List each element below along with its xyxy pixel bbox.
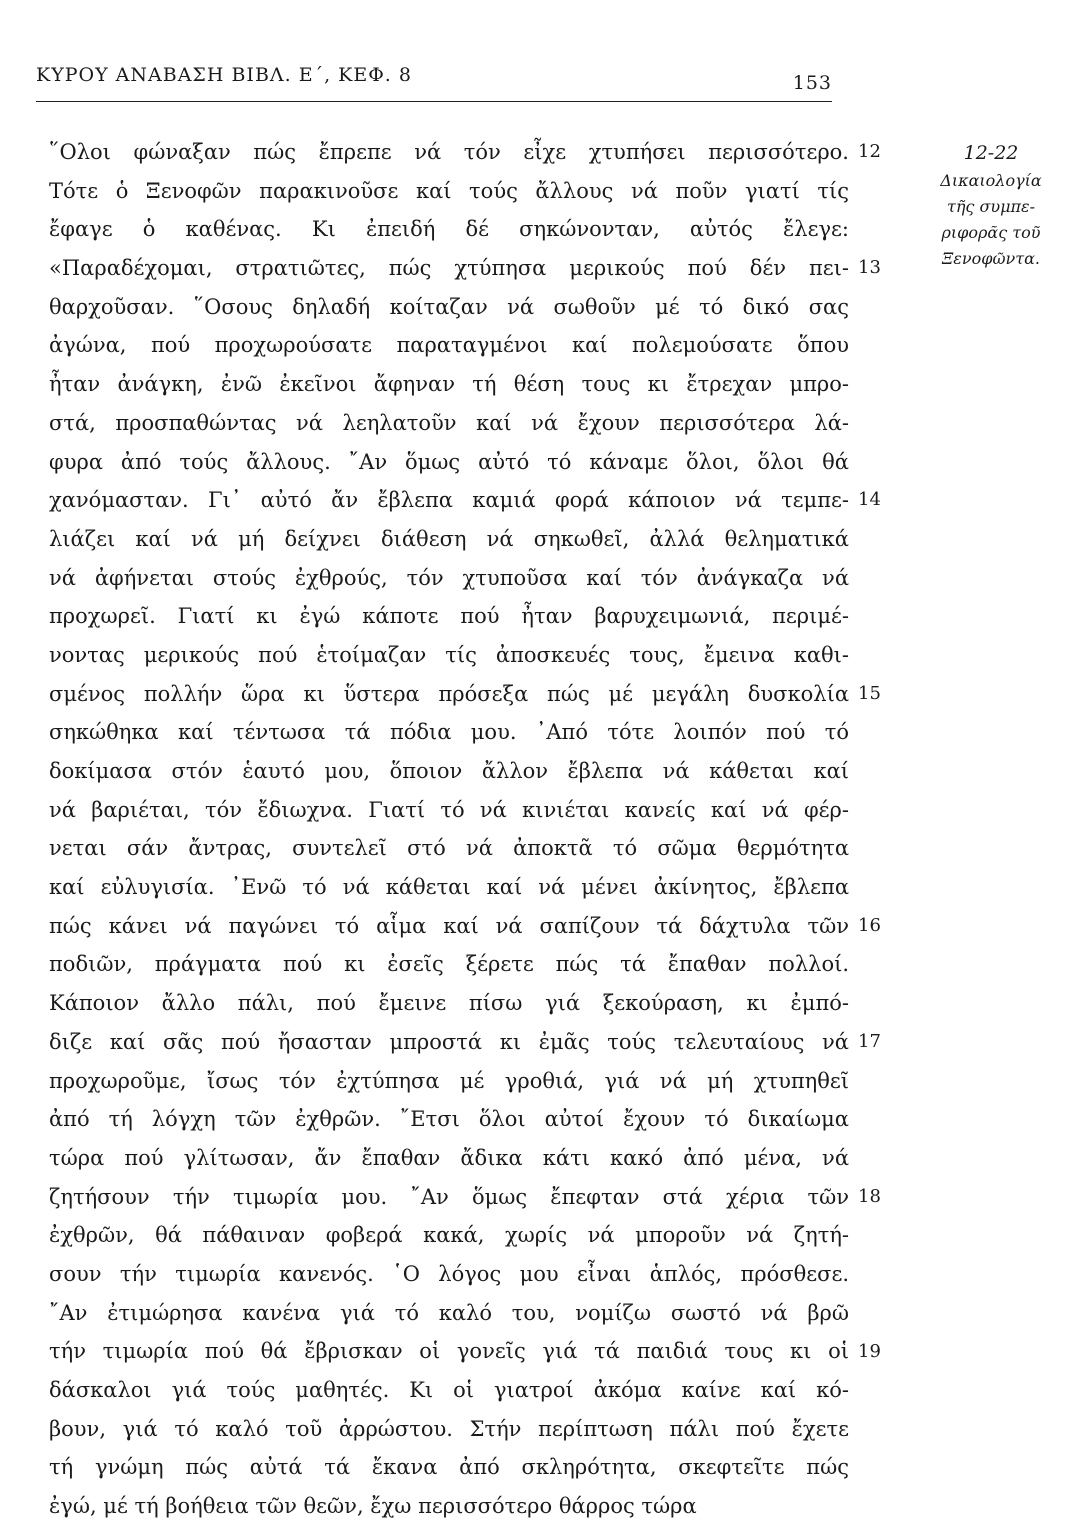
- margin-note-line: Δικαιολογία: [940, 171, 1042, 190]
- text-line: ζητήσουν τήν τιμωρία μου. ῎Αν ὅμως ἔπεφταν στά χέρια τῶν: [49, 1184, 849, 1209]
- text-line: νά ἀφήνεται στούς ἐχθρούς, τόν χτυποῦσα καί τόν ἀνάγκαζα νά: [49, 565, 849, 590]
- text-line: ῞Ολοι φώναξαν πώς ἔπρεπε νά τόν εἶχε χτυπήσει περισσότερο.: [49, 140, 849, 164]
- text-line: ἐγώ, μέ τή βοήθεια τῶν θεῶν, ἔχω περισσότερο θάρρος τώρα: [49, 1494, 697, 1519]
- text-line: Κάποιον ἄλλο πάλι, πού ἔμεινε πίσω γιά ξεκούραση, κι ἐμπό-: [49, 991, 849, 1016]
- text-line: ῎Αν ἐτιμώρησα κανένα γιά τό καλό του, νομίζω σωστό νά βρῶ: [49, 1300, 849, 1325]
- body-text: [49, 133, 849, 1526]
- section-number: 16: [858, 915, 881, 936]
- text-line: δοκίμασα στόν ἑαυτό μου, ὅποιον ἄλλον ἔβλεπα νά κάθεται καί: [49, 759, 849, 783]
- header-rule: [36, 101, 832, 102]
- margin-note: [906, 138, 1076, 272]
- running-head: [36, 64, 832, 94]
- margin-note-range: 12-22: [963, 142, 1019, 164]
- text-line: διζε καί σᾶς πού ἤσασταν μπροστά κι ἐμᾶς τούς τελευταίους νά: [49, 1029, 849, 1054]
- text-line: τήν τιμωρία πού θά ἔβρισκαν οἱ γονεῖς γιά τά παιδιά τους κι οἱ: [49, 1339, 849, 1364]
- text-line: νά βαριέται, τόν ἔδιωχνα. Γιατί τό νά κινιέται κανείς καί νά φέρ-: [49, 797, 849, 822]
- text-line: τή γνώμη πώς αὐτά τά ἔκανα ἀπό σκληρότητα, σκεφτεῖτε πώς: [49, 1455, 849, 1480]
- text-line: ἀπό τή λόγχη τῶν ἐχθρῶν. ῎Ετσι ὅλοι αὐτοί ἔχουν τό δικαίωμα: [49, 1107, 849, 1132]
- text-line: δάσκαλοι γιά τούς μαθητές. Κι οἱ γιατροί ἀκόμα καίνε καί κό-: [49, 1378, 849, 1402]
- text-line: φυρα ἀπό τούς ἄλλους. ῎Αν ὅμως αὐτό τό κάναμε ὅλοι, ὅλοι θά: [49, 449, 849, 474]
- section-number: 17: [858, 1031, 881, 1053]
- text-line: ἔφαγε ὁ καθένας. Κι ἐπειδή δέ σηκώνονταν, αὐτός ἔλεγε:: [49, 217, 849, 242]
- text-line: ποδιῶν, πράγματα πού κι ἐσεῖς ξέρετε πώς τά ἔπαθαν πολλοί.: [49, 952, 849, 977]
- section-number: 12: [858, 141, 881, 162]
- text-line: προχωροῦμε, ἴσως τόν ἐχτύπησα μέ γροθιά, γιά νά μή χτυπηθεῖ: [49, 1068, 849, 1093]
- text-line: πώς κάνει νά παγώνει τό αἷμα καί νά σαπίζουν τά δάχτυλα τῶν: [49, 913, 849, 938]
- section-number: 14: [858, 489, 881, 511]
- text-line: ἐχθρῶν, θά πάθαιναν φοβερά κακά, χωρίς νά μποροῦν νά ζητή-: [49, 1223, 849, 1248]
- text-line: τώρα πού γλίτωσαν, ἄν ἔπαθαν ἄδικα κάτι κακό ἀπό μένα, νά: [49, 1145, 849, 1170]
- margin-note-line: τῆς συμπε-: [946, 197, 1036, 216]
- running-title: ΚΥΡΟΥ ΑΝΑΒΑΣΗ ΒΙΒΛ. Ε΄, ΚΕΦ. 8: [36, 64, 412, 86]
- page-number: 153: [792, 72, 832, 94]
- text-line: βουν, γιά τό καλό τοῦ ἀρρώστου. Στήν περίπτωση πάλι πού ἔχετε: [49, 1416, 849, 1441]
- text-line: «Παραδέχομαι, στρατιῶτες, πώς χτύπησα μερικούς πού δέν πει-: [49, 256, 849, 281]
- section-number: 13: [858, 257, 881, 279]
- text-line: σμένος πολλήν ὥρα κι ὕστερα πρόσεξα πώς μέ μεγάλη δυσκολία: [49, 681, 849, 706]
- text-line: χανόμασταν. Γι᾽ αὐτό ἄν ἔβλεπα καμιά φορά κάποιον νά τεμπε-: [49, 488, 849, 513]
- text-line: σουν τήν τιμωρία κανενός. ῾Ο λόγος μου εἶναι ἁπλός, πρόσθεσε.: [49, 1261, 849, 1286]
- text-line: θαρχοῦσαν. ῞Οσους δηλαδή κοίταζαν νά σωθοῦν μέ τό δικό σας: [49, 294, 849, 319]
- margin-note-line: Ξενοφῶντα.: [942, 249, 1040, 268]
- text-line: ἦταν ἀνάγκη, ἐνῶ ἐκεῖνοι ἄφηναν τή θέση τους κι ἔτρεχαν μπρο-: [49, 372, 849, 397]
- margin-note-line: ριφορᾶς τοῦ: [941, 223, 1041, 242]
- section-number: 19: [858, 1340, 881, 1362]
- text-line: λιάζει καί νά μή δείχνει διάθεση νά σηκωθεῖ, ἀλλά θεληματικά: [49, 526, 849, 551]
- text-line: νεται σάν ἄντρας, συντελεῖ στό νά ἀποκτᾶ τό σῶμα θερμότητα: [49, 836, 849, 861]
- text-line: ἀγώνα, πού προχωρούσατε παραταγμένοι καί πολεμούσατε ὅπου: [49, 333, 849, 358]
- section-number: 18: [858, 1185, 881, 1207]
- section-number: 15: [858, 682, 881, 704]
- text-line: νοντας μερικούς πού ἑτοίμαζαν τίς ἀποσκευές τους, ἔμεινα καθι-: [49, 642, 849, 667]
- text-line: σηκώθηκα καί τέντωσα τά πόδια μου. ᾽Από τότε λοιπόν πού τό: [49, 720, 849, 745]
- text-line: στά, προσπαθώντας νά λεηλατοῦν καί νά ἔχουν περισσότερα λά-: [49, 410, 849, 435]
- text-line: προχωρεῖ. Γιατί κι ἐγώ κάποτε πού ἦταν βαρυχειμωνιά, περιμέ-: [49, 604, 849, 629]
- text-line: Τότε ὁ Ξενοφῶν παρακινοῦσε καί τούς ἄλλους νά ποῦν γιατί τίς: [49, 178, 849, 203]
- text-line: καί εὐλυγισία. ᾽Ενῶ τό νά κάθεται καί νά μένει ἀκίνητος, ἔβλεπα: [49, 875, 849, 900]
